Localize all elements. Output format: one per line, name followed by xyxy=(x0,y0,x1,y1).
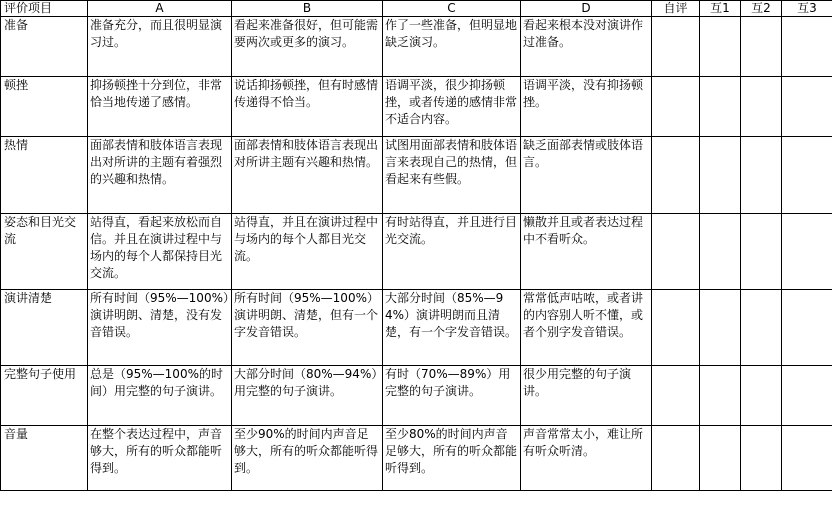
level-b-cell: 站得直，并且在演讲过程中与场内的每个人都目光交流。 xyxy=(232,214,383,290)
self-eval-cell[interactable] xyxy=(652,17,700,77)
criterion-cell: 热情 xyxy=(1,137,88,214)
peer-2-cell[interactable] xyxy=(741,366,782,426)
table-row xyxy=(1,366,832,426)
self-eval-cell[interactable] xyxy=(652,426,700,491)
level-d-cell: 很少用完整的句子演讲。 xyxy=(521,366,652,426)
level-c-cell: 语调平淡，很少抑扬顿挫，或者传递的感情非常不适合内容。 xyxy=(383,77,521,137)
level-b-cell: 说话抑扬顿挫，但有时感情传递得不恰当。 xyxy=(232,77,383,137)
table-row xyxy=(1,426,832,491)
peer-3-cell[interactable] xyxy=(782,17,832,77)
table-row xyxy=(1,77,832,137)
criterion-cell: 演讲清楚 xyxy=(1,290,88,366)
table-row xyxy=(1,137,832,214)
peer-3-cell[interactable] xyxy=(782,137,832,214)
level-a-cell: 站得直，看起来放松而自信。并且在演讲过程中与场内的每个人都保持目光交流。 xyxy=(88,214,232,290)
peer-1-cell[interactable] xyxy=(700,366,741,426)
table-row xyxy=(1,17,832,77)
level-b-cell: 至少90%的时间内声音足够大，所有的听众都能听得到。 xyxy=(232,426,383,491)
peer-1-cell[interactable] xyxy=(700,17,741,77)
self-eval-cell[interactable] xyxy=(652,137,700,214)
self-eval-cell[interactable] xyxy=(652,290,700,366)
header-level-c: C xyxy=(383,1,521,17)
level-c-cell: 作了一些准备，但明显地缺乏演习。 xyxy=(383,17,521,77)
level-a-cell: 在整个表达过程中，声音够大，所有的听众都能听得到。 xyxy=(88,426,232,491)
level-c-cell: 有时（70%—89%）用完整的句子演讲。 xyxy=(383,366,521,426)
peer-2-cell[interactable] xyxy=(741,426,782,491)
header-row xyxy=(1,1,832,17)
level-a-cell: 所有时间（95%—100%）演讲明朗、清楚，没有发音错误。 xyxy=(88,290,232,366)
header-self-eval: 自评 xyxy=(652,1,700,17)
criterion-cell: 准备 xyxy=(1,17,88,77)
header-peer-1: 互1 xyxy=(700,1,741,17)
level-d-cell: 缺乏面部表情或肢体语言。 xyxy=(521,137,652,214)
self-eval-cell[interactable] xyxy=(652,214,700,290)
level-c-cell: 大部分时间（85%—94%）演讲明朗而且清楚，有一个字发音错误。 xyxy=(383,290,521,366)
header-peer-2: 互2 xyxy=(741,1,782,17)
peer-1-cell[interactable] xyxy=(700,77,741,137)
header-level-b: B xyxy=(232,1,383,17)
criterion-cell: 姿态和目光交流 xyxy=(1,214,88,290)
peer-3-cell[interactable] xyxy=(782,77,832,137)
level-c-cell: 有时站得直，并且进行目光交流。 xyxy=(383,214,521,290)
header-level-a: A xyxy=(88,1,232,17)
peer-1-cell[interactable] xyxy=(700,426,741,491)
level-d-cell: 常常低声咕哝，或者讲的内容别人听不懂，或者个别字发音错误。 xyxy=(521,290,652,366)
level-a-cell: 总是（95%—100%的时间）用完整的句子演讲。 xyxy=(88,366,232,426)
peer-1-cell[interactable] xyxy=(700,290,741,366)
peer-2-cell[interactable] xyxy=(741,137,782,214)
level-a-cell: 准备充分，而且很明显演习过。 xyxy=(88,17,232,77)
peer-3-cell[interactable] xyxy=(782,426,832,491)
table-row xyxy=(1,290,832,366)
level-b-cell: 面部表情和肢体语言表现出对所讲主题有兴趣和热情。 xyxy=(232,137,383,214)
level-c-cell: 至少80%的时间内声音足够大，所有的听众都能听得到。 xyxy=(383,426,521,491)
level-b-cell: 大部分时间（80%—94%）用完整的句子演讲。 xyxy=(232,366,383,426)
header-item: 评价项目 xyxy=(1,1,88,17)
peer-2-cell[interactable] xyxy=(741,17,782,77)
level-a-cell: 面部表情和肢体语言表现出对所讲的主题有着强烈的兴趣和热情。 xyxy=(88,137,232,214)
peer-3-cell[interactable] xyxy=(782,290,832,366)
peer-2-cell[interactable] xyxy=(741,290,782,366)
criterion-cell: 顿挫 xyxy=(1,77,88,137)
peer-1-cell[interactable] xyxy=(700,137,741,214)
level-d-cell: 懒散并且或者表达过程中不看听众。 xyxy=(521,214,652,290)
table-row xyxy=(1,214,832,290)
level-d-cell: 语调平淡，没有抑扬顿挫。 xyxy=(521,77,652,137)
criterion-cell: 完整句子使用 xyxy=(1,366,88,426)
level-d-cell: 看起来根本没对演讲作过准备。 xyxy=(521,17,652,77)
level-c-cell: 试图用面部表情和肢体语言来表现自己的热情，但看起来有些假。 xyxy=(383,137,521,214)
level-a-cell: 抑扬顿挫十分到位，非常恰当地传递了感情。 xyxy=(88,77,232,137)
header-level-d: D xyxy=(521,1,652,17)
level-b-cell: 所有时间（95%—100%）演讲明朗、清楚，但有一个字发音错误。 xyxy=(232,290,383,366)
self-eval-cell[interactable] xyxy=(652,77,700,137)
criterion-cell: 音量 xyxy=(1,426,88,491)
peer-2-cell[interactable] xyxy=(741,77,782,137)
peer-1-cell[interactable] xyxy=(700,214,741,290)
self-eval-cell[interactable] xyxy=(652,366,700,426)
peer-3-cell[interactable] xyxy=(782,366,832,426)
peer-3-cell[interactable] xyxy=(782,214,832,290)
level-b-cell: 看起来准备很好，但可能需要两次或更多的演习。 xyxy=(232,17,383,77)
peer-2-cell[interactable] xyxy=(741,214,782,290)
level-d-cell: 声音常常太小，难让所有听众听清。 xyxy=(521,426,652,491)
header-peer-3: 互3 xyxy=(782,1,832,17)
